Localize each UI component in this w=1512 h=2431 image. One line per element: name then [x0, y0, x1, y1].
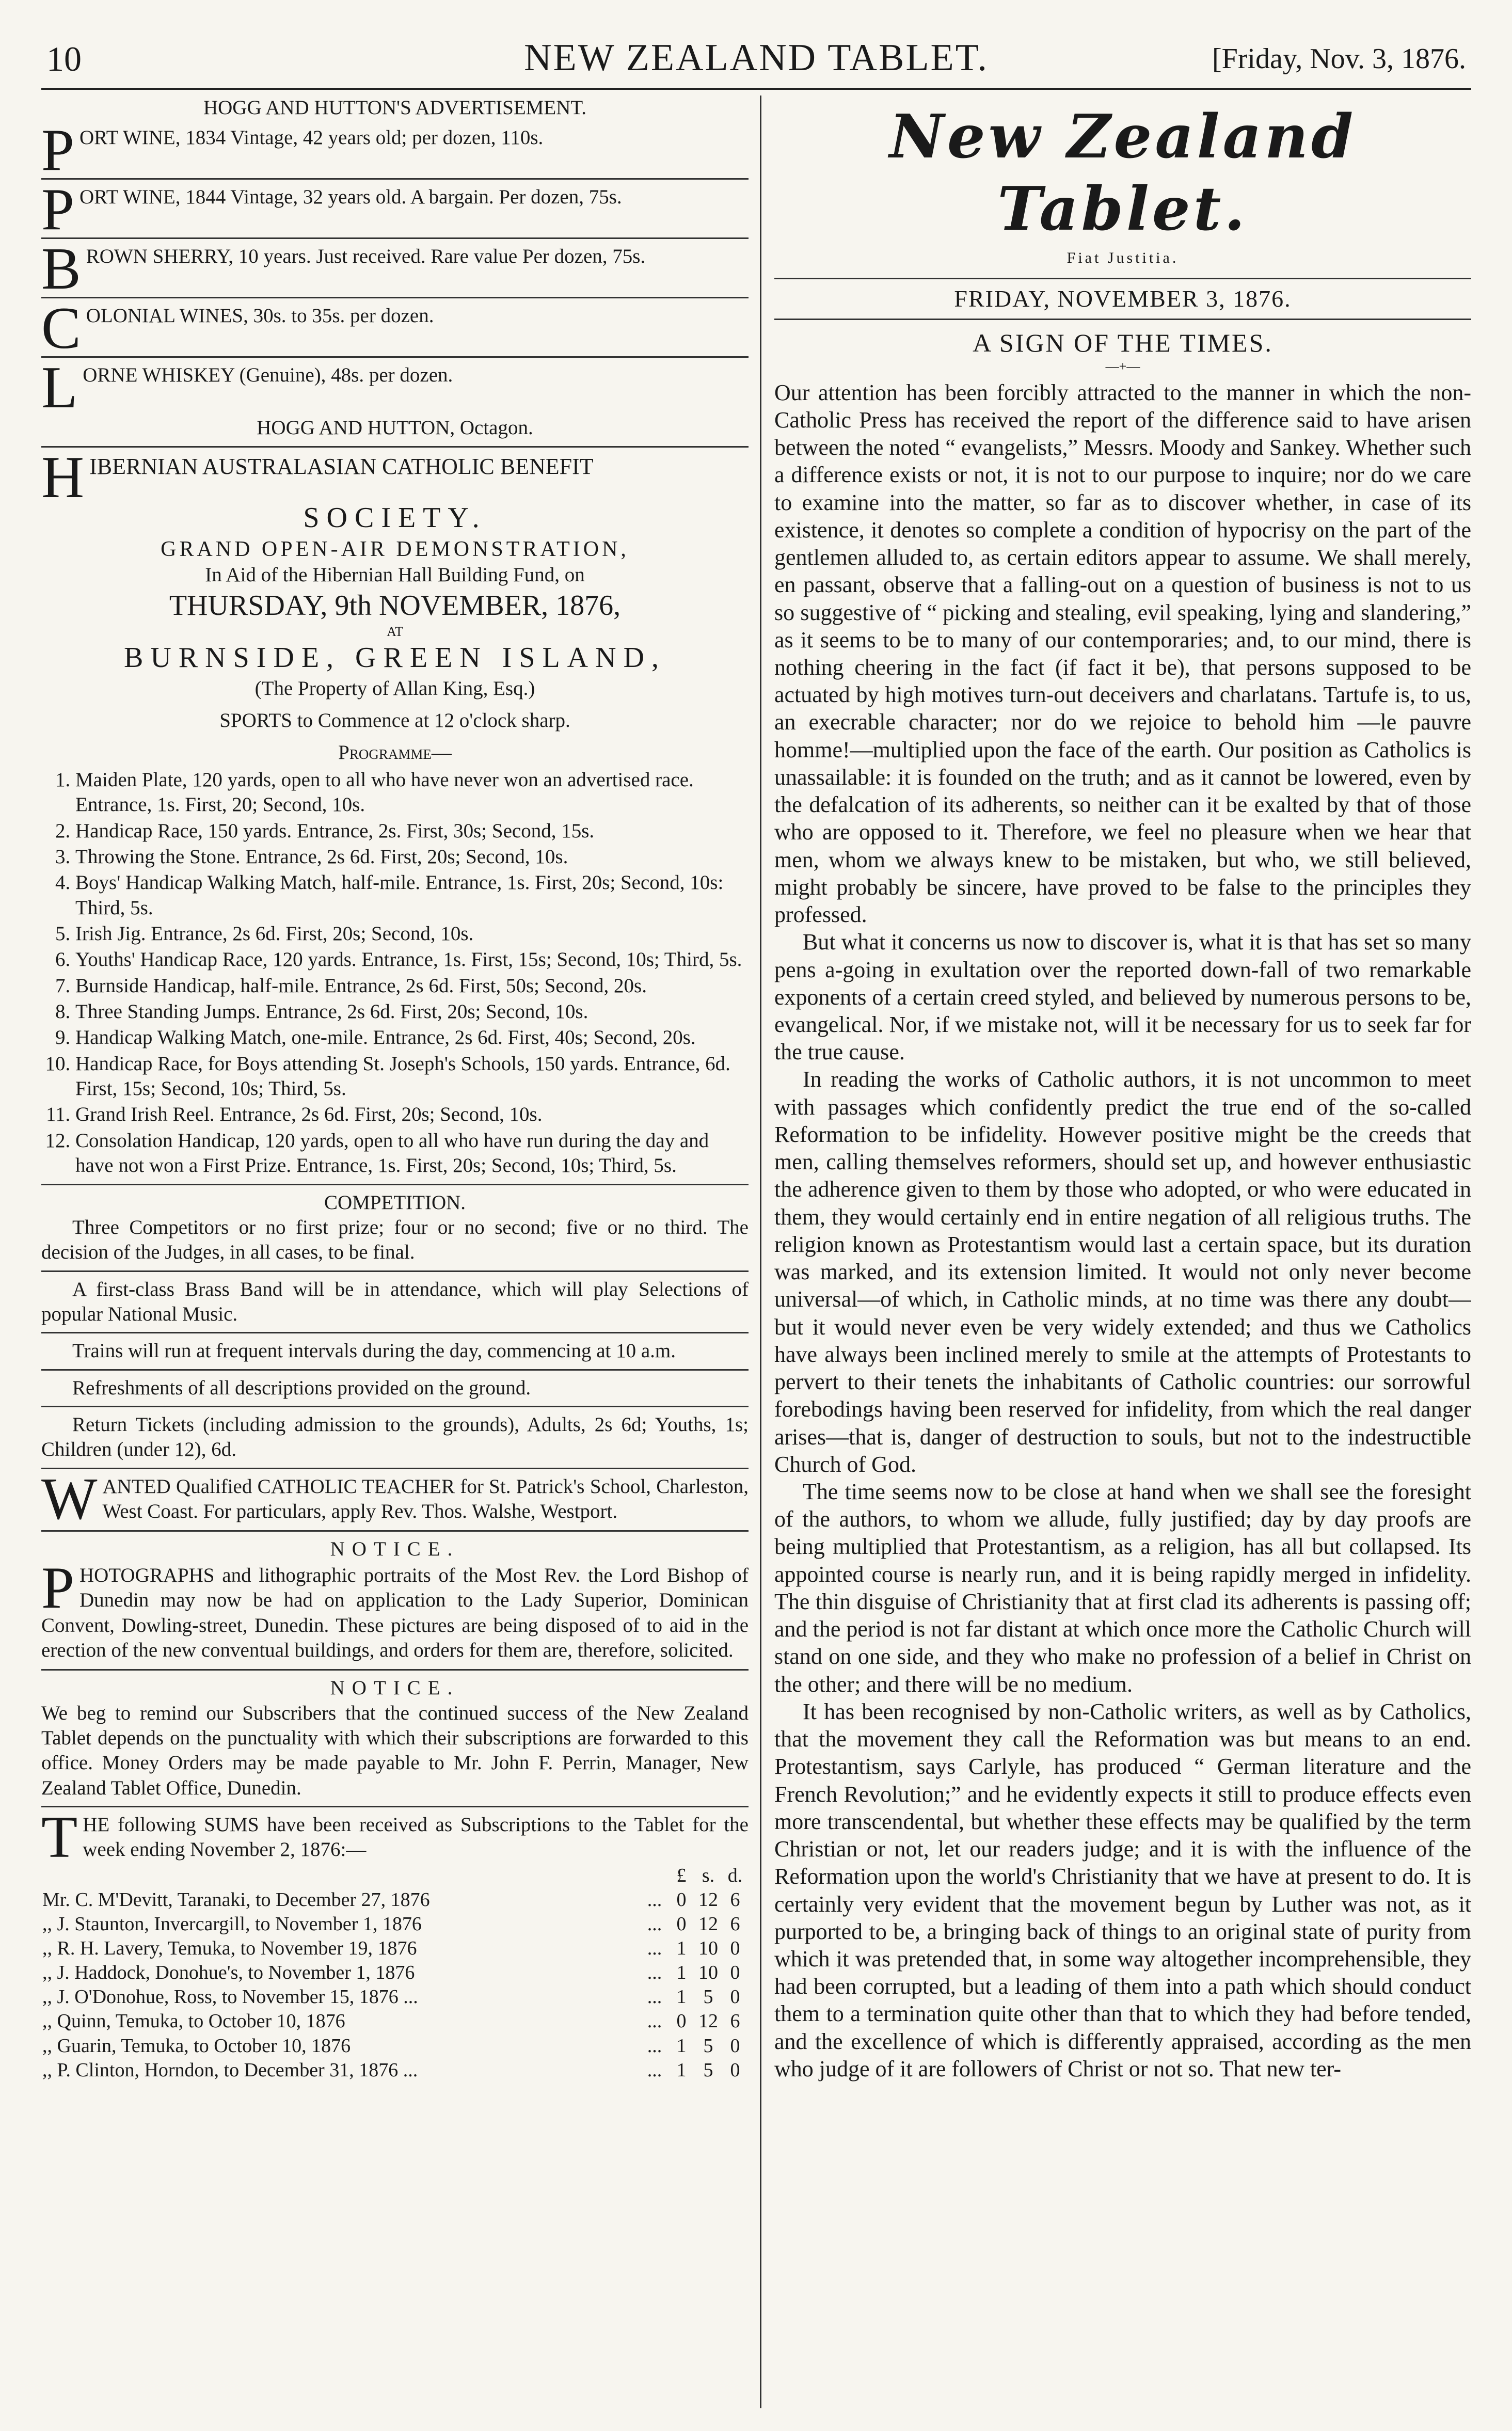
drop-cap: B [41, 236, 81, 302]
advertisements-column [41, 96, 749, 2408]
ad-colonial-wines: COLONIAL WINES, 30s. to 35s. per dozen. [41, 295, 434, 361]
leader-dots: ... [647, 1962, 662, 1984]
pence-cell: 6 [730, 1888, 740, 1911]
drop-cap: W [41, 1466, 98, 1532]
return-tickets-text: Return Tickets (including admission to the grounds), Adults, 2s 6d; Youths, 1s; Children (under 12), 6d. [41, 1413, 749, 1461]
pounds-cell: 1 [676, 2035, 687, 2057]
rule [41, 1270, 749, 1272]
programme-item: 7. Burnside Handicap, half-mile. Entrance, 2s 6d. First, 50s; Second, 20s. [75, 974, 749, 998]
refreshments-text: Refreshments of all descriptions provided on the ground. [72, 1376, 531, 1399]
shillings-cell: 12 [698, 1888, 718, 1911]
competition-title: COMPETITION. [324, 1191, 466, 1214]
drop-cap: C [41, 295, 81, 361]
shillings-cell: 10 [698, 1962, 718, 1984]
article-paragraph: It has been recognised by non-Catholic writers, as well as by Catholics, that the movement they call the Reformation was but means to an end. Protestantism, says Carlyle, has produced “ German literature and the French Revolution;” and he evidently expects it still to produce effects even more transcendental, but whether these effects may be qualified by the term Christian or not, let our readers judge; and it is with the influence of the Reformation upon the world's Christianity that we have at present to do. It is certainly very evident that the movement begun by Luther was not, as it purported to be, a bringing back of things to an original state of purity from which it was pretended that, in some way altogether incomprehensible, they had been corrupted, but a leading of them into a path which should conduct them to a termination quite other than that to which they had before tended, and the excellence of which is differently appraised, according as the men who judge of it are followers of Christ or not so. That new ter- [774, 1698, 1471, 2082]
page-header [41, 31, 1471, 90]
leader-dots: ... [647, 1913, 662, 1935]
programme-item: 6. Youths' Handicap Race, 120 yards. Entrance, 1s. First, 15s; Second, 10s; Third, 5s. [75, 947, 749, 972]
rule [41, 446, 749, 448]
newspaper-title: NEW ZEALAND TABLET. [524, 37, 989, 79]
hibernian-demonstration: GRAND OPEN-AIR DEMONSTRATION, [161, 537, 629, 562]
table-header-row [41, 1864, 749, 1888]
pence-header: d. [727, 1864, 743, 1886]
rule [41, 1530, 749, 1532]
subscriber-name: ,, R. H. Lavery, Temuka, to November 19, 1876 [42, 1937, 417, 1960]
hibernian-aid: In Aid of the Hibernian Hall Building Fund, on [205, 564, 585, 586]
ad-wanted-teacher: WANTED Qualified CATHOLIC TEACHER for St. Patrick's School, Charleston, West Coast. For particulars, apply Rev. Thos. Walshe, Westport. [41, 1466, 749, 1532]
table-row [41, 1961, 749, 1985]
pounds-header: £ [676, 1864, 687, 1886]
drop-cap: P [41, 1554, 74, 1620]
subscriptions-intro: THE following SUMS have been received as Subscriptions to the Tablet for the week ending November 2, 1876:— [41, 1804, 749, 1870]
leader-dots: ... [647, 2059, 662, 2081]
competition-text: Three Competitors or no first prize; four or no second; five or no third. The decision of the Judges, in all cases, to be final. [41, 1216, 749, 1264]
table-row [41, 1888, 749, 1912]
hogg-ad-title: HOGG AND HUTTON'S ADVERTISEMENT. [203, 97, 587, 119]
trains-text: Trains will run at frequent intervals during the day, commencing at 10 a.m. [72, 1340, 676, 1362]
programme-item: 10. Handicap Race, for Boys attending St. Joseph's Schools, 150 yards. Entrance, 6d. First, 15s; Second, 10s; Third, 5s. [75, 1052, 749, 1102]
shillings-header: s. [702, 1864, 715, 1886]
table-row [41, 1936, 749, 1961]
motto: Fiat Justitia. [1067, 249, 1179, 266]
rule [41, 1669, 749, 1671]
subscriber-name: ,, J. Haddock, Donohue's, to November 1, 1876 [42, 1962, 415, 1984]
leader-dots: ... [647, 1937, 662, 1960]
table-row [41, 1912, 749, 1936]
rule [41, 297, 749, 298]
ornament-divider: —+— [1105, 359, 1140, 374]
hogg-signature: HOGG AND HUTTON, Octagon. [257, 417, 533, 439]
table-row [41, 2009, 749, 2033]
leader-dots: ... [647, 1888, 662, 1911]
pounds-cell: 1 [676, 2059, 687, 2081]
subscriber-name: ,, Quinn, Temuka, to October 10, 1876 [42, 2010, 345, 2032]
subscriber-name: Mr. C. M'Devitt, Taranaki, to December 27, 1876 [42, 1888, 430, 1911]
subscriber-name: ,, J. O'Donohue, Ross, to November 15, 1876 ... [42, 1986, 418, 2008]
rule [41, 356, 749, 358]
shillings-cell: 5 [703, 2035, 713, 2057]
pounds-cell: 1 [676, 1986, 687, 2008]
pounds-cell: 1 [676, 1962, 687, 1984]
notice-title: NOTICE. [330, 1538, 460, 1561]
article-paragraph: In reading the works of Catholic authors, it is not uncommon to meet with passages which confidently predict the true end of the so-called Reformation to be infidelity. However positive might be the creeds that men, calling themselves reformers, should set up, and however enthusiastic the adherence given to them by those who adopted, or who were educated in them, they would certainly end in entire negation of all religious truths. The religion known as Protestantism would last a certain space, but its duration was marked, and its extension limited. It would not only never become universal—of which, in Catholic minds, at no time was there any doubt—but it would never even be very widely extended; and thus we Catholics have always been inclined merely to smile at the attempts of Protestants to pervert to their tenets the inhabitants of Catholic countries: our sorrowful forebodings having been reserved for infidelity, from which the real danger arises—that is, danger of destruction to souls, but not to the indestructible Church of God. [774, 1067, 1471, 1477]
ad-port-wine-1844: PORT WINE, 1844 Vintage, 32 years old. A bargain. Per dozen, 75s. [41, 177, 622, 243]
pence-cell: 0 [730, 1962, 740, 1984]
masthead: New Zealand Tablet. [889, 102, 1357, 245]
programme-item: 5. Irish Jig. Entrance, 2s 6d. First, 20s; Second, 10s. [75, 921, 749, 946]
programme-item: 2. Handicap Race, 150 yards. Entrance, 2s. First, 30s; Second, 15s. [75, 819, 749, 844]
pence-cell: 0 [730, 1986, 740, 2008]
programme-item: 1. Maiden Plate, 120 yards, open to all who have never won an advertised race. Entrance, 1s. First, 20; Second, 10s. [75, 768, 749, 818]
hibernian-place: BURNSIDE, GREEN ISLAND, [124, 642, 666, 674]
programme-list [41, 768, 749, 1179]
rule [41, 1406, 749, 1407]
pence-cell: 0 [730, 2059, 740, 2081]
subscriptions-table [41, 1864, 749, 2083]
pounds-cell: 0 [676, 1888, 687, 1911]
article-paragraph: But what it concerns us now to discover is, what it is that has set so many pens a-going in exultation over the reported down-fall of two remarkable exponents of a certain creed styled, and believed by numerous persons to be, evangelical. Nor, if we mistake not, will it be necessary for us to seek far for the true cause. [774, 929, 1471, 1065]
ad-brown-sherry: BROWN SHERRY, 10 years. Just received. Rare value Per dozen, 75s. [41, 236, 646, 302]
rule [41, 237, 749, 239]
notice-title: NOTICE. [330, 1677, 460, 1699]
drop-cap: P [41, 177, 74, 243]
rule [41, 1332, 749, 1333]
editorial-column [774, 96, 1471, 2408]
programme-heading: Programme— [338, 741, 452, 764]
ad-lorne-whiskey: LORNE WHISKEY (Genuine), 48s. per dozen. [41, 355, 453, 421]
shillings-cell: 12 [698, 1913, 718, 1935]
programme-item: 8. Three Standing Jumps. Entrance, 2s 6d. First, 20s; Second, 10s. [75, 999, 749, 1024]
drop-cap: P [41, 117, 74, 183]
shillings-cell: 5 [703, 2059, 713, 2081]
pence-cell: 6 [730, 2010, 740, 2032]
hibernian-property: (The Property of Allan King, Esq.) [254, 677, 535, 700]
leader-dots: ... [647, 1986, 662, 2008]
hibernian-date: THURSDAY, 9th NOVEMBER, 1876, [169, 589, 621, 622]
hibernian-society: SOCIETY. [303, 501, 487, 534]
page-number: 10 [46, 39, 82, 78]
article-body [774, 379, 1471, 2083]
programme-item: 4. Boys' Handicap Walking Match, half-mile. Entrance, 1s. First, 20s; Second, 10s: Third, 5s. [75, 870, 749, 920]
hibernian-title: HIBERNIAN AUSTRALASIAN CATHOLIC BENEFIT [41, 444, 594, 510]
article-paragraph: The time seems now to be close at hand when we shall see the foresight of the authors, to whom we allude, fully justified; day by day proofs are being multiplied that Protestantism, as a religion, has all but collapsed. Its appointed course is nearly run, and it is being rapidly merged in infidelity. The thin disguise of Christianity that at first clad its adherents is passing off; and the period is not far distant at which once more the Catholic Church will stand on one side, and they who make no profession of a belief in Christ on the other; and there will be no medium. [774, 1479, 1471, 1697]
programme-item: 3. Throwing the Stone. Entrance, 2s 6d. First, 20s; Second, 10s. [75, 845, 749, 869]
rule [41, 1184, 749, 1185]
table-row [41, 2034, 749, 2058]
leader-dots: ... [647, 2010, 662, 2032]
drop-cap: T [41, 1804, 78, 1870]
rule [41, 178, 749, 180]
drop-cap: L [41, 355, 78, 421]
article-heading: A SIGN OF THE TIMES. [973, 328, 1273, 357]
shillings-cell: 12 [698, 2010, 718, 2032]
subscriber-name: ,, P. Clinton, Horndon, to December 31, 1876 ... [42, 2059, 418, 2081]
pence-cell: 0 [730, 2035, 740, 2057]
shillings-cell: 10 [698, 1937, 718, 1960]
leader-dots: ... [647, 2035, 662, 2057]
pounds-cell: 1 [676, 1937, 687, 1960]
ad-port-wine-1834: PORT WINE, 1834 Vintage, 42 years old; per dozen, 110s. [41, 117, 544, 183]
shillings-cell: 5 [703, 1986, 713, 2008]
drop-cap: H [41, 444, 85, 510]
pounds-cell: 0 [676, 2010, 687, 2032]
table-row [41, 1985, 749, 2009]
subscriber-name: ,, Guarin, Temuka, to October 10, 1876 [42, 2035, 351, 2057]
rule [41, 1468, 749, 1469]
pence-cell: 6 [730, 1913, 740, 1935]
editorial-dateline: FRIDAY, NOVEMBER 3, 1876. [774, 278, 1471, 320]
subscriber-name: ,, J. Staunton, Invercargill, to November 1, 1876 [42, 1913, 422, 1935]
programme-item: 11. Grand Irish Reel. Entrance, 2s 6d. First, 20s; Second, 10s. [75, 1102, 749, 1127]
programme-item: 12. Consolation Handicap, 120 yards, open to all who have run during the day and have not won a First Prize. Entrance, 1s. First, 20s; Second, 10s; Third, 5s. [75, 1129, 749, 1179]
hibernian-at: AT [387, 624, 403, 640]
band-text: A first-class Brass Band will be in attendance, which will play Selections of popular National Music. [41, 1278, 749, 1325]
issue-date: [Friday, Nov. 3, 1876. [1212, 43, 1466, 75]
programme-item: 9. Handicap Walking Match, one-mile. Entrance, 2s 6d. First, 40s; Second, 20s. [75, 1025, 749, 1050]
rule [41, 1369, 749, 1371]
article-paragraph: Our attention has been forcibly attracted to the manner in which the non-Catholic Press has received the report of the difference said to have arisen between the noted “ evangelists,” Messrs. Moody and Sankey. Whether such a difference exists or not, it is not to our purpose to inquire; nor do we care to examine into the matter, so far as to discover whether, in case of its existence, it denotes so complete a condition of hypocrisy on the part of the gentlemen alluded to, as certain editors appear to assume. We shall merely, en passant, observe that a falling-out on a question of business is not to us so suggestive of “ picking and stealing, evil speaking, lying and slandering,” as it seems to be to many of our contemporaries; and, to our mind, there is nothing cheering in the fact (if fact it be), that persons supposed to be actuated by high motives turn-out deceivers and charlatans. Tartufe is, to us, an execrable character; nor do we rejoice to behold him —le pauvre homme!—multiplied upon the face of the earth. Our position as Catholics is unassailable: it is founded on the truth; and as it cannot be lowered, even by the defalcation of its adherents, so neither can it be exalted by that of those who are opposed to it. Therefore, we feel no pleasure when we hear that men, whom we always knew to be mistaken, but who, we still believed, might probably be sincere, have proved to be false to the principles they professed. [774, 379, 1471, 928]
notice-photographs: PHOTOGRAPHS and lithographic portraits of the Most Rev. the Lord Bishop of Dunedin may now be had on application to the Lady Superior, Dominican Convent, Dowling-street, Dunedin. These pictures are being disposed of to aid in the erection of the new conventual buildings, and orders for them are, therefore, solicited. [41, 1554, 749, 1661]
rule [41, 1806, 749, 1807]
hibernian-sports: SPORTS to Commence at 12 o'clock sharp. [219, 709, 570, 732]
column-divider [760, 96, 761, 2408]
notice-subscribers: We beg to remind our Subscribers that the continued success of the New Zealand Tablet depends on the punctuality with which their subscriptions are forwarded to this office. Money Orders may be made payable to Mr. John F. Perrin, Manager, New Zealand Tablet Office, Dunedin. [41, 1702, 749, 1799]
pence-cell: 0 [730, 1937, 740, 1960]
pounds-cell: 0 [676, 1913, 687, 1935]
table-row [41, 2058, 749, 2083]
